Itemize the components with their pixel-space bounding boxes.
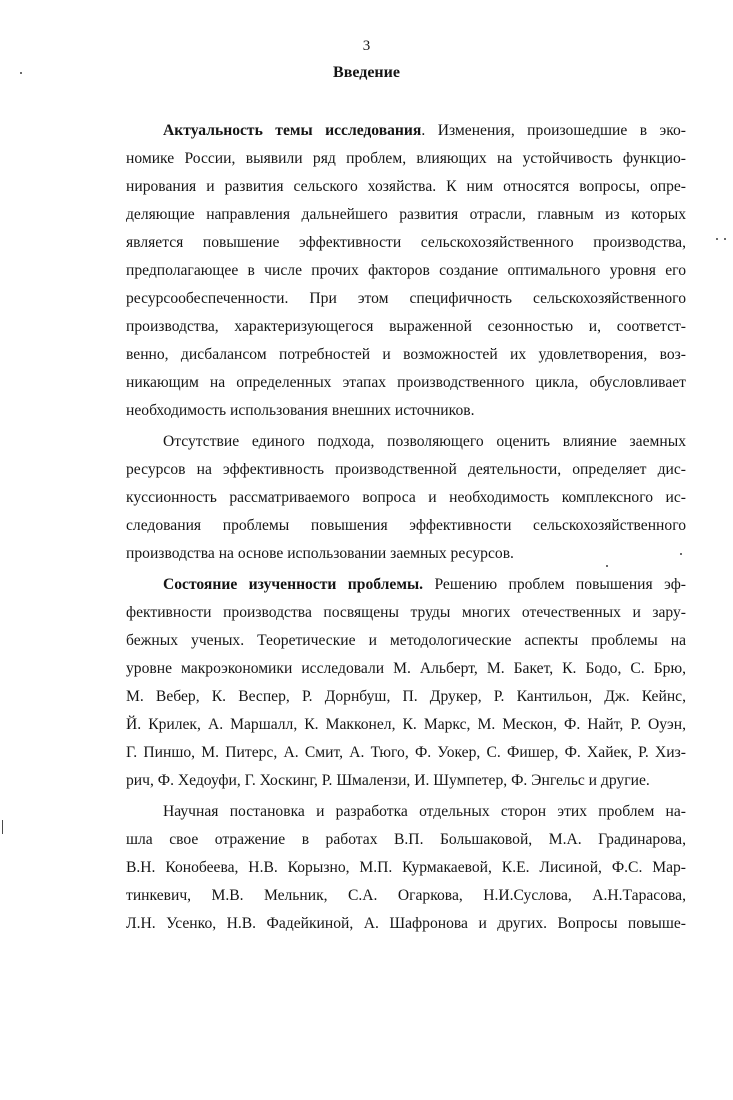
paragraph-line: никающим на определенных этапах производственного цикла, обусловливает	[126, 374, 686, 391]
scan-speck	[606, 565, 608, 567]
paragraph-approach	[126, 428, 686, 568]
paragraph-line: Отсутствие единого подхода, позволяющего оценить влияние заемных	[163, 433, 686, 450]
paragraph-relevance	[126, 117, 686, 425]
paragraph-line: Научная постановка и разработка отдельных сторон этих проблем на-	[163, 803, 686, 820]
paragraph-line: является повышение эффективности сельскохозяйственного производства,	[126, 234, 686, 251]
paragraph-line: производства, характеризующегося выраженной сезонностью и, соответст-	[126, 318, 686, 335]
paragraph-line: Й. Крилек, А. Маршалл, К. Макконел, К. Маркс, М. Мескон, Ф. Найт, Р. Оуэн,	[126, 716, 686, 733]
scan-speck	[716, 238, 718, 240]
paragraph-line: ресурсообеспеченности. При этом специфичность сельскохозяйственного	[126, 290, 686, 307]
paragraph-line: предполагающее в числе прочих факторов создание оптимального уровня его	[126, 262, 686, 279]
scan-speck	[20, 72, 22, 74]
paragraph-lead: Состояние изученности проблемы.	[163, 576, 424, 593]
paragraph-line: шла свое отражение в работах В.П. Большаковой, М.А. Градинарова,	[126, 831, 686, 848]
body-text	[126, 117, 686, 938]
paragraph-line: Г. Пиншо, М. Питерс, А. Смит, А. Тюго, Ф. Уокер, С. Фишер, Ф. Хайек, Р. Хиз-	[126, 744, 686, 761]
paragraph-line: Состояние изученности проблемы. Решению проблем повышения эф-	[163, 576, 686, 593]
paragraph-line: ресурсов на эффективность производственной деятельности, определяет дис-	[126, 461, 686, 478]
paragraph-line: производства на основе использовании заемных ресурсов.	[126, 545, 514, 562]
paragraph-line: куссионность рассматриваемого вопроса и необходимость комплексного ис-	[126, 489, 686, 506]
paragraph-line: уровне макроэкономики исследовали М. Альберт, М. Бакет, К. Бодо, С. Брю,	[126, 660, 686, 677]
paragraph-line: тинкевич, М.В. Мельник, С.А. Огаркова, Н.И.Суслова, А.Н.Тарасова,	[126, 887, 686, 904]
paragraph-line: В.Н. Конобеева, Н.В. Корызно, М.П. Курмакаевой, К.Е. Лисиной, Ф.С. Мар-	[126, 859, 686, 876]
paragraph-line: нирования и развития сельского хозяйства. К ним относятся вопросы, опре-	[126, 178, 686, 195]
scan-speck	[724, 238, 726, 240]
scan-margin-mark	[2, 820, 3, 834]
paragraph-line: Л.Н. Усенко, Н.В. Фадейкиной, А. Шафронова и других. Вопросы повыше-	[126, 915, 686, 932]
paragraph-line: деляющие направления дальнейшего развития отрасли, главным из которых	[126, 206, 686, 223]
paragraph-line: номике России, выявили ряд проблем, влияющих на устойчивость функцио-	[126, 150, 686, 167]
paragraph-state-of-study	[126, 571, 686, 795]
scan-speck	[680, 553, 682, 555]
paragraph-line: бежных ученых. Теоретические и методологические аспекты проблемы на	[126, 632, 686, 649]
page-number: 3	[362, 38, 371, 54]
paragraph-line: необходимость использования внешних источников.	[126, 402, 475, 419]
paragraph-scientific-works	[126, 798, 686, 938]
paragraph-line: следования проблемы повышения эффективности сельскохозяйственного	[126, 517, 686, 534]
paragraph-line: фективности производства посвящены труды многих отечественных и зару-	[126, 604, 686, 621]
paragraph-line: венно, дисбалансом потребностей и возможностей их удовлетворения, воз-	[126, 346, 686, 363]
paragraph-line: Актуальность темы исследования. Изменения, произошедшие в эко-	[163, 122, 687, 139]
paragraph-line: рич, Ф. Хедоуфи, Г. Хоскинг, Р. Шмалензи, И. Шумпетер, Ф. Энгельс и другие.	[126, 772, 650, 789]
paragraph-line: М. Вебер, К. Веспер, Р. Дорнбуш, П. Друкер, Р. Кантильон, Дж. Кейнс,	[126, 688, 686, 705]
section-heading: Введение	[333, 64, 400, 81]
paragraph-lead: Актуальность темы исследования	[163, 122, 422, 139]
